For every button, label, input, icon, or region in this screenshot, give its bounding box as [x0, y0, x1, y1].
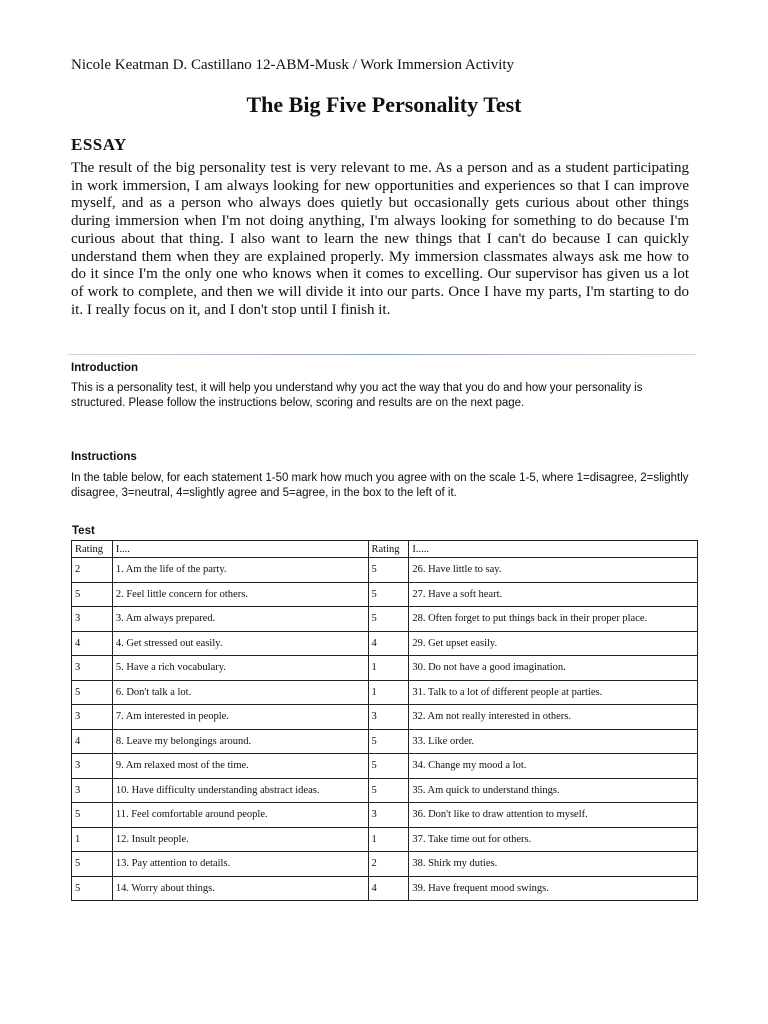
statement-cell: 39. Have frequent mood swings. [409, 876, 698, 901]
instructions-body: In the table below, for each statement 1-50 mark how much you agree with on the scale 1-5, where 1=disagree, 2=slightly disagree, 3=neutral, 4=slightly agree and 5=agree, in the box to the left of it. [71, 472, 689, 499]
rating-cell: 4 [72, 729, 113, 754]
table-row [72, 631, 698, 656]
statement-cell: 8. Leave my belongings around. [112, 729, 368, 754]
table-row [72, 876, 698, 901]
rating-cell: 4 [368, 631, 409, 656]
statement-cell: 1. Am the life of the party. [112, 558, 368, 583]
statement-cell: 29. Get upset easily. [409, 631, 698, 656]
rating-cell: 5 [368, 558, 409, 583]
table-row [72, 754, 698, 779]
table-row [72, 729, 698, 754]
statement-cell: 37. Take time out for others. [409, 827, 698, 852]
statement-cell: 38. Shirk my duties. [409, 852, 698, 877]
statement-cell: 10. Have difficulty understanding abstract ideas. [112, 778, 368, 803]
table-row [72, 705, 698, 730]
rating-cell: 5 [368, 754, 409, 779]
table-row [72, 852, 698, 877]
statement-cell: 4. Get stressed out easily. [112, 631, 368, 656]
statement-cell: 28. Often forget to put things back in their proper place. [409, 607, 698, 632]
rating-cell: 5 [368, 729, 409, 754]
statement-cell: 11. Feel comfortable around people. [112, 803, 368, 828]
rating-right-header: Rating [368, 541, 409, 558]
table-row [72, 778, 698, 803]
table-row [72, 827, 698, 852]
statement-cell: 31. Talk to a lot of different people at parties. [409, 680, 698, 705]
rating-cell: 5 [72, 803, 113, 828]
rating-left-header: Rating [72, 541, 113, 558]
statement-cell: 32. Am not really interested in others. [409, 705, 698, 730]
rating-cell: 3 [368, 705, 409, 730]
rating-cell: 3 [72, 754, 113, 779]
rating-cell: 5 [368, 778, 409, 803]
statement-cell: 14. Worry about things. [112, 876, 368, 901]
rating-cell: 1 [368, 680, 409, 705]
rating-cell: 3 [72, 705, 113, 730]
test-table [71, 540, 698, 901]
rating-cell: 5 [368, 582, 409, 607]
author-line: Nicole Keatman D. Castillano 12-ABM-Musk / Work Immersion Activity [71, 57, 515, 73]
rating-cell: 5 [72, 852, 113, 877]
rating-cell: 2 [368, 852, 409, 877]
rating-cell: 4 [72, 631, 113, 656]
rating-cell: 3 [368, 803, 409, 828]
rating-cell: 2 [72, 558, 113, 583]
rating-cell: 1 [368, 827, 409, 852]
introduction-heading: Introduction [71, 362, 139, 374]
statement-cell: 34. Change my mood a lot. [409, 754, 698, 779]
table-row [72, 607, 698, 632]
statement-cell: 30. Do not have a good imagination. [409, 656, 698, 681]
section-divider [68, 354, 696, 355]
statement-cell: 3. Am always prepared. [112, 607, 368, 632]
rating-cell: 1 [368, 656, 409, 681]
statement-cell: 7. Am interested in people. [112, 705, 368, 730]
statement-cell: 27. Have a soft heart. [409, 582, 698, 607]
rating-cell: 5 [72, 582, 113, 607]
table-header-row [72, 541, 698, 558]
statement-cell: 9. Am relaxed most of the time. [112, 754, 368, 779]
table-row [72, 558, 698, 583]
statement-cell: 33. Like order. [409, 729, 698, 754]
statement-cell: 12. Insult people. [112, 827, 368, 852]
rating-cell: 4 [368, 876, 409, 901]
rating-cell: 5 [72, 680, 113, 705]
statement-right-header: I..... [409, 541, 698, 558]
rating-cell: 5 [72, 876, 113, 901]
table-row [72, 680, 698, 705]
essay-body: The result of the big personality test is very relevant to me. As a person and as a student participating in work immersion, I am always looking for new opportunities and experiences so that I can improve myself, and as a person who always does quietly but occasionally gets curious about other things during immersion when I'm not doing anything, I'm always looking for something to do because I'm curious about that thing. I also want to learn the new things that I can't do because I can quickly understand them when they are explained properly. My immersion classmates always ask me how to do it since I'm the only one who knows when it comes to excelling. Our supervisor has given us a lot of work to complete, and then we will divide it into our parts. Once I have my parts, I'm starting to do it. I really focus on it, and I don't stop until I finish it. [71, 160, 689, 318]
statement-cell: 5. Have a rich vocabulary. [112, 656, 368, 681]
table-row [72, 803, 698, 828]
essay-heading: ESSAY [71, 135, 127, 154]
statement-left-header: I.... [112, 541, 368, 558]
introduction-body: This is a personality test, it will help you understand why you act the way that you do and how your personality is structured. Please follow the instructions below, scoring and results are on the next page. [71, 382, 643, 409]
rating-cell: 5 [368, 607, 409, 632]
page-title: The Big Five Personality Test [246, 92, 522, 117]
statement-cell: 36. Don't like to draw attention to myself. [409, 803, 698, 828]
rating-cell: 3 [72, 778, 113, 803]
instructions-heading: Instructions [71, 451, 137, 463]
statement-cell: 26. Have little to say. [409, 558, 698, 583]
statement-cell: 2. Feel little concern for others. [112, 582, 368, 607]
statement-cell: 6. Don't talk a lot. [112, 680, 368, 705]
rating-cell: 1 [72, 827, 113, 852]
statement-cell: 13. Pay attention to details. [112, 852, 368, 877]
test-label: Test [72, 525, 95, 537]
table-row [72, 656, 698, 681]
rating-cell: 3 [72, 656, 113, 681]
rating-cell: 3 [72, 607, 113, 632]
table-row [72, 582, 698, 607]
statement-cell: 35. Am quick to understand things. [409, 778, 698, 803]
